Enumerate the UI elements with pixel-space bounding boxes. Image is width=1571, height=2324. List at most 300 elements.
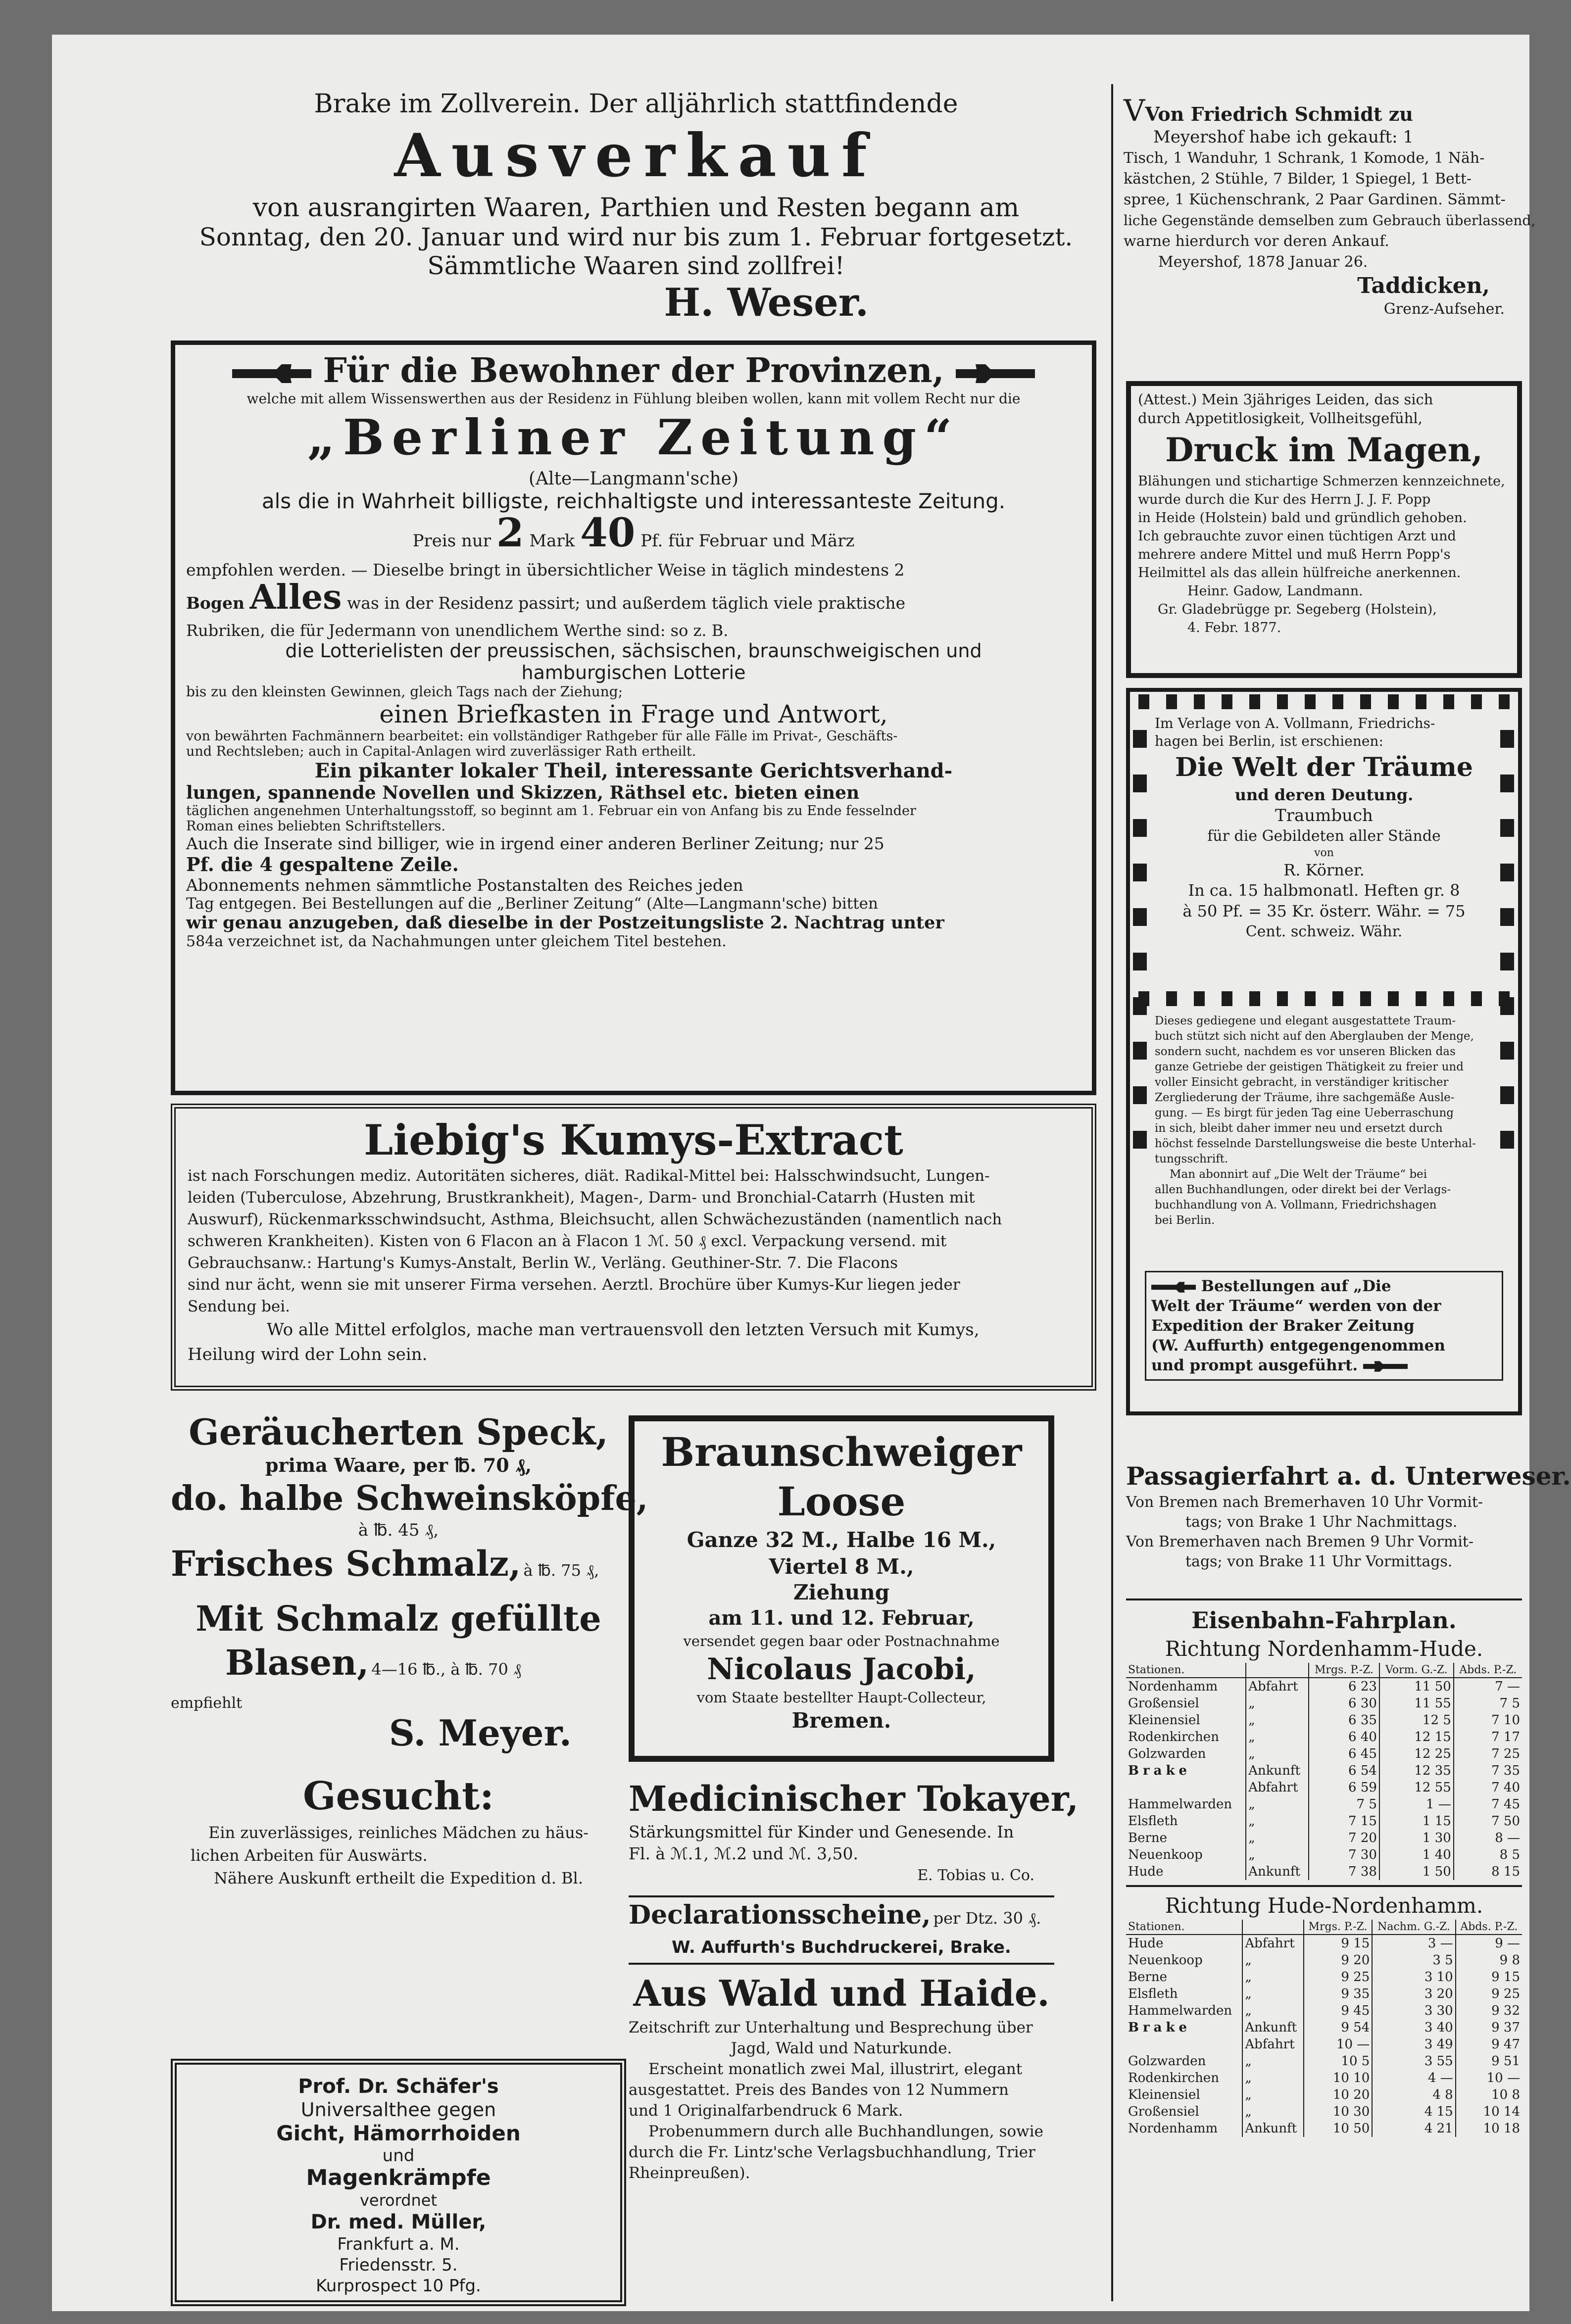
table-row (1126, 2120, 1522, 2137)
wald-l3: Erscheint monatlich zwei Mal, illustrirt, elegant (648, 2060, 1023, 2078)
timetable1-cell: 7 30 (1309, 1846, 1379, 1863)
berliner-lotto1: die Lotterielisten der preussischen, sächsischen, braunschweigischen und (285, 640, 982, 662)
railway-timetable (1126, 1594, 1522, 2301)
timetable2-cell: 3 49 (1372, 2036, 1455, 2053)
berliner-price-b: 2 (496, 509, 524, 556)
timetable2-cell: 9 15 (1304, 1935, 1373, 1952)
schaefer-l8: Frankfurt a. M. (337, 2234, 460, 2254)
timetable1-cell: „ (1246, 1695, 1309, 1712)
timetable1-cell: Großensiel (1128, 1696, 1199, 1711)
timetable-header-cell (1246, 1663, 1309, 1678)
timetable1-cell: 1 40 (1379, 1846, 1454, 1863)
decorative-block-border-left (1133, 717, 1148, 1162)
passagier-title: Passagierfahrt a. d. Unterweser. (1126, 1461, 1571, 1491)
attest-l9: Heinr. Gadow, Landmann. (1187, 583, 1363, 599)
timetable-hude-nordenhamm (1126, 1920, 1522, 2137)
schmidt-l3: Tisch, 1 Wanduhr, 1 Schrank, 1 Komode, 1 Näh- (1124, 149, 1485, 167)
traeume-p7: gung. — Es birgt für jeden Tag eine Ueberraschung (1155, 1107, 1454, 1119)
timetable2-cell: 3 10 (1372, 1969, 1455, 1985)
liebig-l9: Heilung wird der Lohn sein. (188, 1345, 428, 1364)
berliner-bogen-c: was in der Residenz passirt; und außerdem täglich viele praktische (346, 593, 906, 613)
timetable2-cell: Hude (1128, 1936, 1164, 1951)
table-row (1126, 1779, 1522, 1796)
timetable2-cell: „ (1242, 2086, 1303, 2103)
timetable2-cell: „ (1242, 2002, 1303, 2019)
decl-c: W. Auffurth's Buchdruckerei, Brake. (672, 1937, 1011, 1957)
meyer-l6: Mit Schmalz gefüllte (196, 1598, 601, 1639)
timetable1-cell: Abfahrt (1246, 1779, 1309, 1796)
timetable2-cell: Nordenhamm (1128, 2121, 1218, 2136)
berliner-abo4: 584a verzeichnet ist, da Nachahmungen unter gleichem Titel bestehen. (186, 933, 727, 950)
tokayer-l2: Fl. à ℳ.1, ℳ.2 und ℳ. 3,50. (629, 1844, 858, 1863)
timetable-header-cell: Abds. P.-Z. (1456, 1920, 1522, 1935)
traeume-l9: Cent. schweiz. Währ. (1245, 923, 1403, 940)
timetable2-cell: Ankunft (1242, 2019, 1303, 2036)
timetable2-cell: 9 20 (1304, 1952, 1373, 1969)
timetable1-cell: „ (1246, 1846, 1309, 1863)
wald-title: Aus Wald und Haide. (633, 1972, 1050, 2014)
berliner-pik2: lungen, spannende Novellen und Skizzen, Räthsel etc. bieten einen (186, 782, 860, 803)
attest-l4: wurde durch die Kur des Herrn J. J. F. Popp (1138, 492, 1431, 507)
timetable2-cell: 4 8 (1372, 2086, 1455, 2103)
ausverkauf-line5: Sämmtliche Waaren sind zollfrei! (427, 251, 845, 280)
ad-schaefer-thee (171, 2059, 626, 2306)
attest-l5: in Heide (Holstein) bald und gründlich gehoben. (1138, 510, 1467, 526)
traeume-p3: sondern sucht, nachdem es vor unseren Blicken das (1155, 1045, 1456, 1058)
schaefer-l4: und (382, 2146, 415, 2166)
berliner-title: „Berliner Zeitung“ (307, 409, 960, 466)
traeume-p13: buchhandlung von A. Vollmann, Friedrichshagen (1155, 1199, 1437, 1211)
wald-l4: ausgestattet. Preis des Bandes von 12 Nummern (629, 2081, 1009, 2099)
attest-l7: mehrere andere Mittel und muß Herrn Popp's (1138, 547, 1451, 562)
berliner-rec: empfohlen werden. — Dieselbe bringt in übersichtlicher Weise in täglich mindestens 2 (186, 560, 905, 580)
timetable2-cell: 3 40 (1372, 2019, 1455, 2036)
table-row (1126, 2053, 1522, 2070)
table-row (1126, 1935, 1522, 1952)
traeume-p8: in sich, bleibt daher immer neu und ersetzt durch (1155, 1122, 1443, 1135)
attest-l10: Gr. Gladebrügge pr. Segeberg (Holstein), (1158, 602, 1437, 617)
berliner-price-a: Preis nur (412, 531, 491, 551)
traeume-b4: (W. Auffurth) entgegengenommen (1151, 1337, 1445, 1355)
ausverkauf-line1: Brake im Zollverein. Der alljährlich stattfindende (314, 89, 958, 119)
timetable1-cell: 7 — (1454, 1678, 1522, 1695)
timetable1-cell: 11 50 (1379, 1678, 1454, 1695)
traeume-l3: Traumbuch (1275, 806, 1373, 825)
schaefer-l7: Dr. med. Müller, (310, 2211, 487, 2233)
timetable1-cell: „ (1246, 1796, 1309, 1813)
timetable-header-cell: Vorm. G.-Z. (1379, 1663, 1454, 1678)
timetable2-cell: Neuenkoop (1128, 1953, 1203, 1968)
schaefer-l5: Magenkrämpfe (306, 2165, 491, 2190)
wald-l2: Jagd, Wald und Naturkunde. (731, 2039, 952, 2057)
traeume-l5: von (1314, 847, 1334, 859)
liebig-l2: leiden (Tuberculose, Abzehrung, Brustkrankheit), Magen-, Darm- und Bronchial-Catarrh (Husten mit (188, 1189, 975, 1207)
wald-l5: und 1 Originalfarbendruck 6 Mark. (629, 2102, 903, 2120)
table-row (1126, 1729, 1522, 1745)
timetable2-cell: 9 15 (1456, 1969, 1522, 1985)
timetable2-cell: 4 — (1372, 2070, 1455, 2086)
ad-declarationsscheine (629, 1895, 1054, 1965)
timetable-header-cell (1242, 1920, 1303, 1935)
schaefer-l3: Gicht, Hämorrhoiden (276, 2121, 521, 2145)
timetable1-cell: 12 55 (1379, 1779, 1454, 1796)
berliner-headline: Für die Bewohner der Provinzen, (323, 351, 944, 390)
timetable2-cell: 10 8 (1456, 2086, 1522, 2103)
timetable1-cell: Hammelwarden (1128, 1797, 1232, 1812)
pointing-hand-right-icon (232, 363, 311, 384)
meyer-l5a: Frisches Schmalz, (171, 1543, 521, 1584)
liebig-l6: sind nur ächt, wenn sie mit unserer Firma versehen. Aerztl. Brochüre über Kumys-Kur liegen jeder (188, 1276, 960, 1294)
timetable1-cell: Abfahrt (1246, 1678, 1309, 1695)
timetable1-cell: „ (1246, 1745, 1309, 1762)
ausverkauf-signature: H. Weser. (664, 280, 869, 325)
meyer-l7b: 4—16 ℔., à ℔. 70 ₰ (371, 1660, 522, 1679)
schaefer-l10: Kurprospect 10 Pfg. (316, 2276, 481, 2296)
attest-l8: Heilmittel als das allein hülfreiche anerkennen. (1138, 565, 1461, 581)
timetable1-cell: 12 35 (1379, 1762, 1454, 1779)
timetable1-cell: 6 35 (1309, 1712, 1379, 1729)
schmidt-l6: liche Gegenstände demselben zum Gebrauch überlassend, (1124, 212, 1536, 229)
attest-title: Druck im Magen, (1165, 431, 1483, 469)
timetable-header-cell: Mrgs. P.-Z. (1304, 1920, 1373, 1935)
timetable2-cell: Ankunft (1242, 2120, 1303, 2137)
meyer-l7a: Blasen, (225, 1642, 369, 1683)
berliner-pik4: Roman eines beliebten Schriftstellers. (186, 819, 445, 834)
timetable2-cell: 9 54 (1304, 2019, 1373, 2036)
traeume-p1: Dieses gediegene und elegant ausgestattete Traum- (1155, 1015, 1456, 1027)
berliner-brief2: von bewährten Fachmännern bearbeitet: ein vollständiger Rathgeber für alle Fälle im Privat-, Geschäfts- (186, 728, 898, 744)
ad-berliner-zeitung (171, 340, 1096, 1095)
traeume-l7: In ca. 15 halbmonatl. Heften gr. 8 (1188, 881, 1460, 900)
ausverkauf-line3: von ausrangirten Waaren, Parthien und Resten begann am (252, 193, 1020, 223)
passagier-l2: tags; von Brake 1 Uhr Nachmittags. (1185, 1513, 1458, 1531)
table-row (1126, 2002, 1522, 2019)
traeume-p11: Man abonnirt auf „Die Welt der Träume“ bei (1170, 1168, 1427, 1181)
table-row (1126, 2070, 1522, 2086)
timetable1-cell: 7 17 (1454, 1729, 1522, 1745)
timetable1-cell: Elsfleth (1128, 1814, 1178, 1829)
traeume-l8: à 50 Pf. = 35 Kr. österr. Währ. = 75 (1182, 902, 1466, 920)
timetable1-cell: 7 10 (1454, 1712, 1522, 1729)
pointing-hand-left-icon (1363, 1359, 1408, 1373)
timetable1-cell: 8 15 (1454, 1863, 1522, 1880)
schmidt-l1: Von Friedrich Schmidt zu (1145, 103, 1413, 125)
loose-l6: Nicolaus Jacobi, (707, 1652, 976, 1687)
attest-l2: durch Appetitlosigkeit, Vollheitsgefühl, (1138, 410, 1423, 427)
berliner-lotto2: hamburgischen Lotterie (521, 662, 746, 683)
column-rule (1111, 84, 1113, 2301)
loose-l5: versendet gegen baar oder Postnachnahme (683, 1633, 1000, 1649)
decorative-block-border-mid (1130, 989, 1518, 1009)
timetable2-cell: 3 20 (1372, 1985, 1455, 2002)
berliner-abo3: wir genau anzugeben, daß dieselbe in der Postzeitungsliste 2. Nachtrag unter (186, 913, 944, 933)
timetable2-cell: 3 5 (1372, 1952, 1455, 1969)
traeume-b5: und prompt ausgeführt. (1151, 1356, 1358, 1374)
timetable2-cell: 9 — (1456, 1935, 1522, 1952)
gesucht-l3: Nähere Auskunft ertheilt die Expedition d. Bl. (213, 1869, 584, 1888)
loose-l7: vom Staate bestellter Haupt-Collecteur, (696, 1689, 986, 1706)
loose-l1: Ganze 32 M., Halbe 16 M., (687, 1528, 996, 1552)
timetable2-cell: Brake (1128, 2020, 1191, 2035)
berliner-pik1: Ein pikanter lokaler Theil, interessante Gerichtsverhand- (314, 759, 953, 782)
traeume-l4: für die Gebildeten aller Stände (1207, 827, 1441, 845)
timetable2-cell (1126, 2036, 1242, 2053)
timetable1-cell: 6 40 (1309, 1729, 1379, 1745)
timetable1-cell: Neuenkoop (1128, 1847, 1203, 1862)
timetable1-cell: 8 5 (1454, 1846, 1522, 1863)
timetable1-cell: Rodenkirchen (1128, 1730, 1219, 1744)
wald-l6: Probenummern durch alle Buchhandlungen, sowie (648, 2123, 1043, 2140)
meyer-l5b: à ℔. 75 ₰, (523, 1561, 599, 1580)
timetable1-cell: 6 30 (1309, 1695, 1379, 1712)
schmidt-sig2: Grenz-Aufseher. (1383, 300, 1505, 318)
timetable1-cell: 6 23 (1309, 1678, 1379, 1695)
traeume-b3: Expedition der Braker Zeitung (1151, 1317, 1415, 1335)
berliner-price-e: Pf. für Februar und März (640, 531, 855, 551)
loose-l3: Ziehung (793, 1580, 890, 1604)
meyer-l2: prima Waare, per ℔. 70 ₰, (265, 1454, 532, 1476)
fahrplan-dir2: Richtung Hude-Nordenhamm. (1165, 1893, 1483, 1918)
traeume-l2: hagen bei Berlin, ist erschienen: (1155, 733, 1383, 749)
traeume-l1: Im Verlage von A. Vollmann, Friedrichs- (1155, 715, 1435, 731)
timetable2-cell: 9 25 (1304, 1969, 1373, 1985)
ad-druck-im-magen (1126, 381, 1522, 678)
timetable-header-cell: Stationen. (1126, 1663, 1246, 1678)
timetable1-cell: 1 30 (1379, 1830, 1454, 1846)
ad-gesucht (171, 1772, 626, 1915)
berliner-bogen-b: Alles (249, 578, 342, 617)
timetable1-cell: Nordenhamm (1128, 1679, 1218, 1694)
timetable1-cell: „ (1246, 1830, 1309, 1846)
timetable1-cell: Hude (1128, 1864, 1164, 1879)
timetable1-cell (1126, 1779, 1246, 1796)
berliner-brief3: und Rechtsleben; auch in Capital-Anlagen wird zuverlässiger Rath ertheilt. (186, 744, 696, 759)
timetable-header-cell: Abds. P.-Z. (1454, 1663, 1522, 1678)
timetable1-cell: 12 15 (1379, 1729, 1454, 1745)
timetable2-cell: 10 18 (1456, 2120, 1522, 2137)
berliner-abo1: Abonnements nehmen sämmtliche Postanstalten des Reiches jeden (186, 875, 743, 895)
table-row (1126, 2019, 1522, 2036)
table-row (1126, 1846, 1522, 1863)
traeume-p6: Zergliederung der Träume, ihre sachgemäße Ausle- (1155, 1091, 1455, 1104)
meyer-l8: empfiehlt (171, 1695, 243, 1712)
ad-meyer (171, 1410, 648, 1757)
timetable2-cell: 4 15 (1372, 2103, 1455, 2120)
decorative-block-border-right (1500, 717, 1515, 1162)
fahrplan-title: Eisenbahn-Fahrplan. (1191, 1607, 1457, 1634)
ad-liebig-kumys (171, 1104, 1096, 1391)
ad-ausverkauf (156, 89, 1116, 371)
timetable1-cell: 7 50 (1454, 1813, 1522, 1830)
schmidt-l8: Meyershof, 1878 Januar 26. (1158, 253, 1368, 271)
timetable1-cell: 7 20 (1309, 1830, 1379, 1846)
timetable2-cell: 10 — (1456, 2070, 1522, 2086)
timetable2-cell: 10 30 (1304, 2103, 1373, 2120)
timetable2-cell: 9 32 (1456, 2002, 1522, 2019)
timetable1-cell: Golzwarden (1128, 1746, 1206, 1761)
timetable2-cell: „ (1242, 1969, 1303, 1985)
loose-l8: Bremen. (791, 1708, 891, 1733)
timetable2-cell: 3 55 (1372, 2053, 1455, 2070)
timetable-header-row (1126, 1663, 1522, 1678)
loose-l2: Viertel 8 M., (769, 1554, 914, 1579)
attest-l6: Ich gebrauchte zuvor einen tüchtigen Arzt und (1138, 529, 1456, 544)
meyer-sig: S. Meyer. (389, 1712, 572, 1754)
timetable1-cell: 6 54 (1309, 1762, 1379, 1779)
berliner-rubriken: Rubriken, die für Jedermann von unendlichem Werthe sind: so z. B. (186, 621, 729, 640)
schaefer-l9: Friedensstr. 5. (339, 2255, 458, 2275)
timetable2-cell: Hammelwarden (1128, 2003, 1232, 2018)
ad-braunschweiger-loose (629, 1415, 1054, 1762)
table-row (1126, 1695, 1522, 1712)
fahrplan-dir1: Richtung Nordenhamm-Hude. (1165, 1637, 1483, 1661)
timetable2-cell: 10 10 (1304, 2070, 1373, 2086)
meyer-l3: do. halbe Schweinsköpfe, (171, 1479, 648, 1518)
decl-b: per Dtz. 30 ₰. (933, 1909, 1041, 1928)
traeume-b1: Bestellungen auf „Die (1201, 1277, 1391, 1295)
timetable1-cell: 1 — (1379, 1796, 1454, 1813)
berliner-price-d: 40 (580, 509, 636, 556)
timetable2-cell: „ (1242, 1952, 1303, 1969)
berliner-ins1: Auch die Inserate sind billiger, wie in irgend einer anderen Berliner Zeitung; nur 25 (186, 834, 884, 853)
schaefer-l2: Universalthee gegen (300, 2099, 496, 2121)
traeume-p9: höchst fesselnde Darstellungsweise die beste Unterhal- (1155, 1137, 1476, 1150)
timetable1-cell: Kleinensiel (1128, 1713, 1200, 1728)
timetable2-cell: Kleinensiel (1128, 2087, 1200, 2102)
timetable2-cell: 9 51 (1456, 2053, 1522, 2070)
wald-l8: Rheinpreußen). (629, 2164, 750, 2182)
timetable1-cell: Ankunft (1246, 1863, 1309, 1880)
attest-l1: (Attest.) Mein 3jähriges Leiden, das sich (1138, 391, 1433, 408)
timetable2-cell: Golzwarden (1128, 2054, 1206, 2069)
passagier-l1: Von Bremen nach Bremerhaven 10 Uhr Vormit- (1126, 1494, 1483, 1511)
timetable2-cell: Rodenkirchen (1128, 2071, 1219, 2085)
liebig-l4: schweren Krankheiten). Kisten von 6 Flacon an à Flacon 1 ℳ. 50 ₰ excl. Verpackung versend. mit (188, 1232, 947, 1250)
table-row (1126, 1985, 1522, 2002)
timetable2-cell: Großensiel (1128, 2104, 1199, 2119)
timetable1-cell: 7 45 (1454, 1796, 1522, 1813)
gesucht-title: Gesucht: (303, 1774, 494, 1819)
berliner-sub: welche mit allem Wissenswerthen aus der Residenz in Fühlung bleiben wollen, kann mit vollem Recht nur die (246, 390, 1021, 407)
timetable1-cell: 7 5 (1309, 1796, 1379, 1813)
timetable1-cell: 7 38 (1309, 1863, 1379, 1880)
tokayer-l1: Stärkungsmittel für Kinder und Genesende. In (629, 1822, 1014, 1841)
timetable1-cell: 12 25 (1379, 1745, 1454, 1762)
passagier-l3: Von Bremerhaven nach Bremen 9 Uhr Vormit- (1126, 1533, 1473, 1550)
traeume-p5: voller Einsicht gebracht, in verständiger kritischer (1155, 1076, 1449, 1089)
table-row (1126, 2103, 1522, 2120)
berliner-ins2: Pf. die 4 gespaltene Zeile. (186, 853, 459, 875)
newspaper-page (52, 35, 1571, 2311)
timetable2-cell: 3 30 (1372, 2002, 1455, 2019)
liebig-l3: Auswurf), Rückenmarksschwindsucht, Asthma, Bleichsucht, allen Schwächezuständen (namentlich nach (188, 1210, 1002, 1228)
traeume-b2: Welt der Träume“ werden von der (1151, 1297, 1441, 1315)
timetable1-cell: 8 — (1454, 1830, 1522, 1846)
berliner-price-c: Mark (529, 531, 575, 551)
ad-tokayer (629, 1777, 1079, 1890)
timetable1-cell: 7 40 (1454, 1779, 1522, 1796)
timetable2-cell: 10 14 (1456, 2103, 1522, 2120)
timetable2-cell: 9 25 (1456, 1985, 1522, 2002)
timetable2-cell: 9 47 (1456, 2036, 1522, 2053)
timetable2-cell: 9 45 (1304, 2002, 1373, 2019)
timetable2-cell: Abfahrt (1242, 1935, 1303, 1952)
berliner-brief: einen Briefkasten in Frage und Antwort, (379, 700, 888, 728)
table-row (1126, 1813, 1522, 1830)
timetable-header-cell: Mrgs. P.-Z. (1309, 1663, 1379, 1678)
attest-l11: 4. Febr. 1877. (1187, 620, 1281, 635)
traeume-title: Die Welt der Träume (1175, 752, 1473, 782)
loose-l4: am 11. und 12. Februar, (708, 1606, 975, 1630)
traeume-p12: allen Buchhandlungen, oder direkt bei der Verlags- (1155, 1183, 1451, 1196)
gesucht-l2: lichen Arbeiten für Auswärts. (191, 1846, 428, 1865)
timetable1-cell: „ (1246, 1712, 1309, 1729)
timetable2-cell: 9 35 (1304, 1985, 1373, 2002)
table-row (1126, 1969, 1522, 1985)
berliner-claim: als die in Wahrheit billigste, reichhaltigste und interessanteste Zeitung. (261, 489, 1006, 513)
table-row (1126, 2036, 1522, 2053)
loose-t2: Loose (777, 1478, 906, 1525)
timetable-nordenhamm-hude (1126, 1663, 1522, 1880)
traeume-t2: und deren Deutung. (1234, 785, 1414, 804)
timetable1-cell: „ (1246, 1813, 1309, 1830)
table-row (1126, 1952, 1522, 1969)
timetable2-cell: „ (1242, 1985, 1303, 2002)
ausverkauf-title: Ausverkauf (394, 121, 878, 191)
timetable1-cell: 7 25 (1454, 1745, 1522, 1762)
timetable2-cell: „ (1242, 2103, 1303, 2120)
timetable2-cell: „ (1242, 2053, 1303, 2070)
ad-schmidt-notice: VVon Friedrich Schmidt zu Meyershof habe ich gekauft: 1 Tisch, 1 Wanduhr, 1 Schrank, 1 Komode, 1 Näh- kästchen, 2 Stühle, 7 Bilder, 1 Spiegel, 1 Bett- spree, 1 Küchenschrank, 2 Paar Gardinen. Sämmt- liche Gegenstände demselben zum Gebrauch überlassend, warne hierdurch vor deren Ankauf. Meyershof, 1878 Januar 26. Taddicken, Grenz-Aufseher. (1124, 99, 1524, 376)
timetable2-cell: 10 20 (1304, 2086, 1373, 2103)
passagier-l4: tags; von Brake 11 Uhr Vormittags. (1185, 1553, 1453, 1570)
timetable-header-cell: Nachm. G.-Z. (1372, 1920, 1455, 1935)
traeume-p10: tungsschrift. (1155, 1153, 1228, 1165)
timetable1-cell: 7 5 (1454, 1695, 1522, 1712)
table-row (1126, 1678, 1522, 1695)
timetable2-cell: 3 — (1372, 1935, 1455, 1952)
tokayer-title: Medicinischer Tokayer, (629, 1778, 1079, 1819)
berliner-bogen-a: Bogen (186, 593, 245, 613)
meyer-l1: Geräucherten Speck, (189, 1411, 608, 1453)
schmidt-l2: Meyershof habe ich gekauft: 1 (1153, 127, 1414, 147)
berliner-gewinn: bis zu den kleinsten Gewinnen, gleich Tags nach der Ziehung; (186, 683, 623, 700)
timetable2-cell: 10 5 (1304, 2053, 1373, 2070)
timetable2-cell: 10 50 (1304, 2120, 1373, 2137)
timetable1-cell: Ankunft (1246, 1762, 1309, 1779)
timetable2-cell: 4 21 (1372, 2120, 1455, 2137)
timetable1-cell: 12 5 (1379, 1712, 1454, 1729)
timetable1-cell: „ (1246, 1729, 1309, 1745)
schmidt-l4: kästchen, 2 Stühle, 7 Bilder, 1 Spiegel, 1 Bett- (1124, 170, 1472, 188)
timetable2-cell: 9 8 (1456, 1952, 1522, 1969)
timetable1-cell: 6 45 (1309, 1745, 1379, 1762)
table-row (1126, 1863, 1522, 1880)
traeume-p4: ganze Getriebe der geistigen Thätigkeit zu freier und (1155, 1061, 1464, 1073)
meyer-l4: à ℔. 45 ₰, (358, 1520, 439, 1540)
timetable1-cell: Brake (1128, 1763, 1191, 1778)
schaefer-l1: Prof. Dr. Schäfer's (298, 2075, 499, 2098)
table-row (1126, 1745, 1522, 1762)
pointing-hand-left-icon (956, 363, 1035, 384)
liebig-title: Liebig's Kumys-Extract (364, 1115, 903, 1164)
traeume-p14: bei Berlin. (1155, 1214, 1215, 1227)
timetable1-cell: Berne (1128, 1831, 1168, 1845)
loose-t1: Braunschweiger (661, 1429, 1022, 1475)
tokayer-l3: E. Tobias u. Co. (917, 1867, 1034, 1884)
pointing-hand-right-icon (1151, 1280, 1196, 1294)
timetable1-cell: 7 15 (1309, 1813, 1379, 1830)
